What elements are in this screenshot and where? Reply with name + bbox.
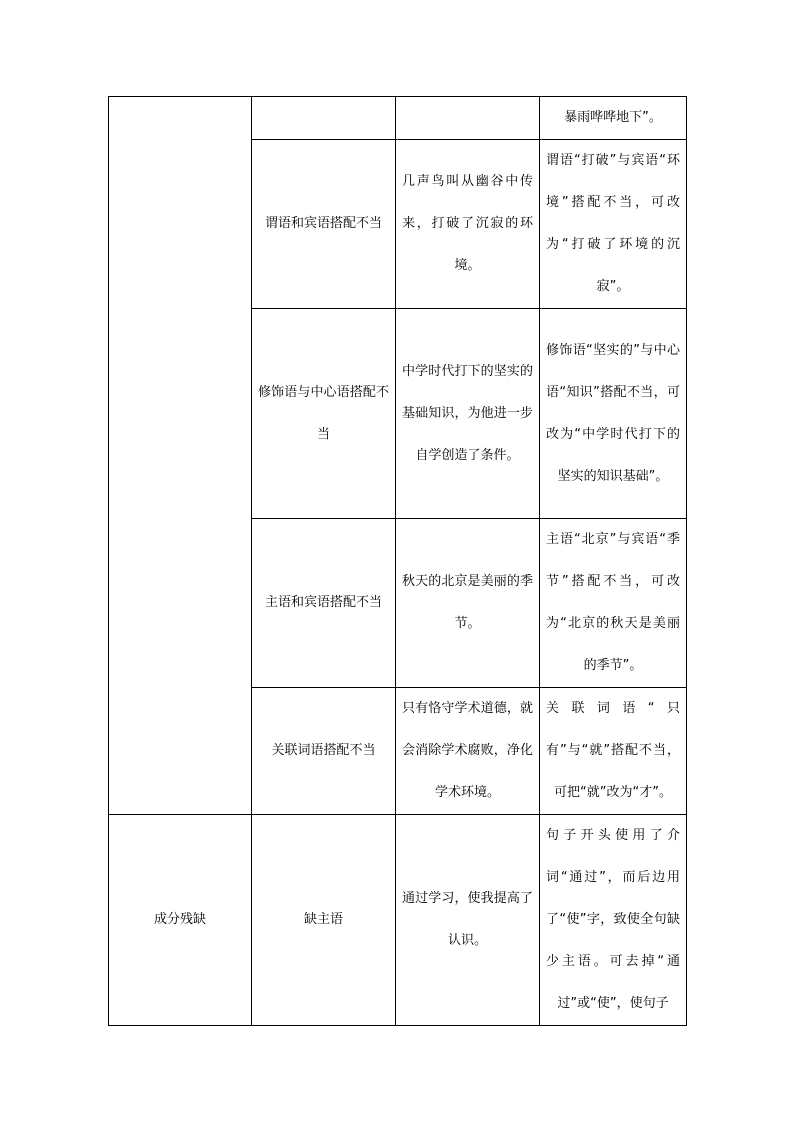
example-cell: 通过学习，使我提高了认识。 (396, 815, 540, 1026)
analysis-cell: 暴雨哗哗地下”。 (540, 97, 687, 140)
analysis-cell: 修饰语“坚实的”与中心语“知识”搭配不当，可改为“中学时代打下的坚实的知识基础”。 (540, 309, 687, 519)
example-cell: 只有恪守学术道德，就会消除学术腐败，净化学术环境。 (396, 688, 540, 815)
category-cell: 成分残缺 (109, 815, 252, 1026)
type-cell: 缺主语 (252, 815, 396, 1026)
example-cell: 秋天的北京是美丽的季节。 (396, 519, 540, 688)
table-row (109, 815, 687, 1026)
type-cell: 修饰语与中心语搭配不当 (252, 309, 396, 519)
type-cell: 主语和宾语搭配不当 (252, 519, 396, 688)
analysis-cell: 谓语“打破”与宾语“环境”搭配不当，可改为“打破了环境的沉寂”。 (540, 140, 687, 309)
type-cell: 谓语和宾语搭配不当 (252, 140, 396, 309)
analysis-cell: 关联词语“只有”与“就”搭配不当，可把“就”改为“才”。 (540, 688, 687, 815)
example-cell (396, 97, 540, 140)
example-cell: 中学时代打下的坚实的基础知识，为他进一步自学创造了条件。 (396, 309, 540, 519)
grammar-error-table (108, 96, 687, 1026)
analysis-cell: 主语“北京”与宾语“季节”搭配不当，可改为“北京的秋天是美丽的季节”。 (540, 519, 687, 688)
analysis-cell: 句子开头使用了介词“通过”，而后边用了“使”字，致使全句缺少主语。可去掉“通过”或“使”，使句子 (540, 815, 687, 1026)
type-cell: 关联词语搭配不当 (252, 688, 396, 815)
table-row (109, 97, 687, 140)
example-cell: 几声鸟叫从幽谷中传来，打破了沉寂的环境。 (396, 140, 540, 309)
category-cell-empty (109, 97, 252, 815)
type-cell (252, 97, 396, 140)
